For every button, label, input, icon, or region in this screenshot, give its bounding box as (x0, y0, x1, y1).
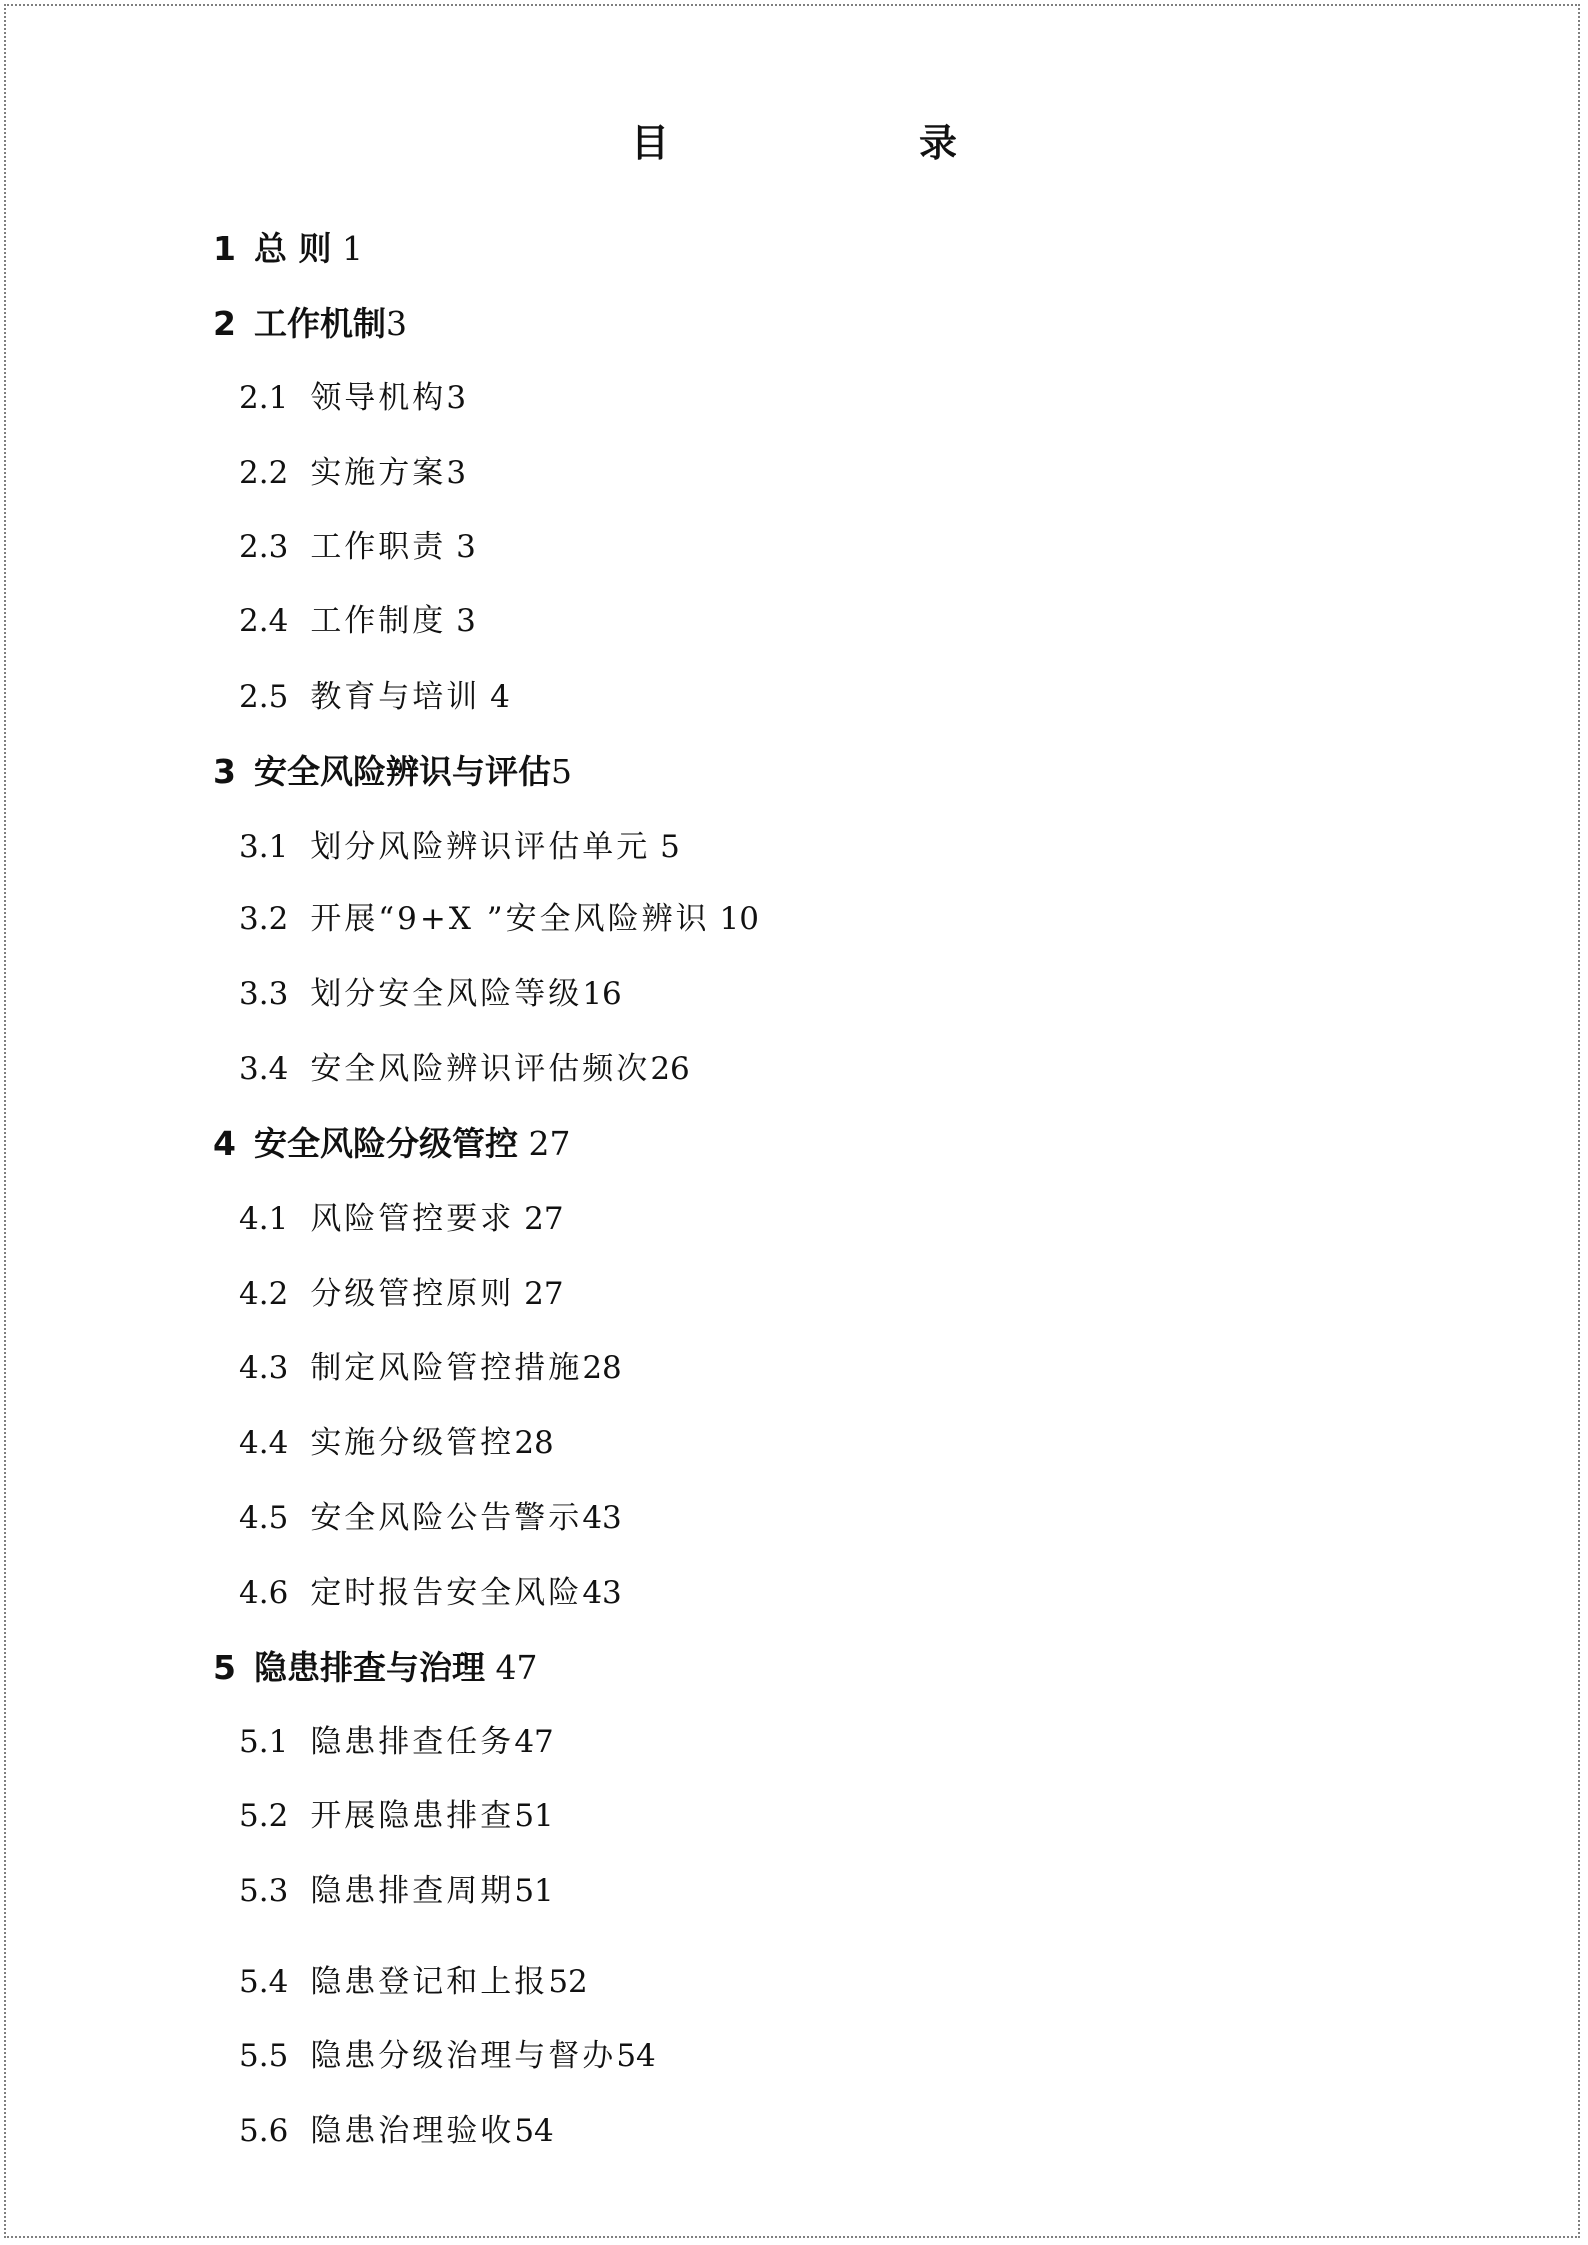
toc-entry-label: 隐患治理验收 (310, 2113, 515, 2149)
toc-entry-page: 54 (616, 2038, 656, 2074)
toc-entry-label: 安全风险辨识与评估 (253, 752, 551, 791)
toc-entry-4-1[interactable] (239, 1201, 564, 1237)
toc-entry-page: 28 (582, 1350, 622, 1386)
toc-entry-label: 安全风险分级管控 (253, 1124, 518, 1163)
toc-entry-page: 16 (582, 976, 622, 1012)
toc-entry-number: 5.1 (239, 1724, 289, 1760)
toc-entry-number: 2.3 (239, 529, 289, 565)
toc-entry-3-2[interactable] (239, 901, 759, 937)
toc-entry-page: 51 (514, 1798, 554, 1834)
toc-entry-number: 4.1 (239, 1201, 289, 1237)
toc-entry-4[interactable] (213, 1124, 571, 1163)
toc-entry-page: 43 (582, 1575, 622, 1611)
toc-entry-number: 3 (213, 752, 236, 791)
toc-entry-4-4[interactable] (239, 1425, 554, 1461)
toc-entry-page: 3 (385, 304, 407, 343)
toc-entry-page: 10 (709, 901, 759, 937)
toc-entry-3-1[interactable] (239, 829, 680, 865)
toc-entry-5-6[interactable] (239, 2113, 554, 2149)
toc-entry-number: 5 (213, 1648, 236, 1687)
toc-entry-page: 27 (517, 1124, 571, 1163)
toc-entry-number: 4.6 (239, 1575, 289, 1611)
toc-entry-3[interactable] (213, 752, 572, 791)
toc-entry-page: 52 (548, 1964, 588, 2000)
toc-entry-2[interactable] (213, 304, 407, 343)
toc-entry-page: 28 (514, 1425, 554, 1461)
toc-entry-4-6[interactable] (239, 1575, 622, 1611)
toc-entry-label: 实施方案 (310, 455, 447, 491)
toc-entry-page: 47 (484, 1648, 538, 1687)
toc-entry-label: 制定风险管控措施 (310, 1350, 583, 1386)
toc-entry-4-2[interactable] (239, 1276, 564, 1312)
toc-entry-2-3[interactable] (239, 529, 476, 565)
toc-entry-page: 3 (446, 455, 467, 491)
toc-entry-number: 2.5 (239, 679, 289, 715)
toc-entry-5-1[interactable] (239, 1724, 554, 1760)
toc-entry-label: 隐患排查与治理 (253, 1648, 485, 1687)
toc-entry-page: 54 (514, 2113, 554, 2149)
toc-entry-number: 2.1 (239, 380, 289, 416)
toc-entry-label: 安全风险公告警示 (310, 1500, 583, 1536)
toc-entry-4-3[interactable] (239, 1350, 622, 1386)
toc-entry-page: 27 (514, 1276, 564, 1312)
toc-entry-label: 隐患排查周期 (310, 1873, 515, 1909)
toc-entry-number: 4.4 (239, 1425, 289, 1461)
toc-entry-5-2[interactable] (239, 1798, 554, 1834)
toc-entry-label: 工作职责 (310, 529, 447, 565)
toc-entry-page: 26 (650, 1051, 690, 1087)
toc-entry-number: 4.2 (239, 1276, 289, 1312)
toc-entry-label: 风险管控要求 (310, 1201, 515, 1237)
toc-entry-label: 隐患分级治理与督办 (310, 2038, 617, 2074)
toc-entry-label: 工作制度 (310, 603, 447, 639)
toc-entry-number: 3.3 (239, 976, 289, 1012)
toc-entry-number: 3.1 (239, 829, 289, 865)
toc-entry-2-5[interactable] (239, 679, 510, 715)
toc-entry-3-4[interactable] (239, 1051, 690, 1087)
toc-entry-label: 定时报告安全风险 (310, 1575, 583, 1611)
toc-entry-3-3[interactable] (239, 976, 622, 1012)
toc-entry-page: 43 (582, 1500, 622, 1536)
toc-entry-label: 分级管控原则 (310, 1276, 515, 1312)
toc-entry-number: 5.6 (239, 2113, 289, 2149)
toc-entry-number: 3.2 (239, 901, 289, 937)
toc-entry-page: 5 (650, 829, 680, 865)
toc-entry-5-5[interactable] (239, 2038, 656, 2074)
toc-entry-2-4[interactable] (239, 603, 476, 639)
toc-entry-5-4[interactable] (239, 1964, 588, 2000)
toc-entry-label: 划分风险辨识评估单元 (310, 829, 651, 865)
toc-entry-5-3[interactable] (239, 1873, 554, 1909)
toc-entry-page: 27 (514, 1201, 564, 1237)
toc-entry-label: 实施分级管控 (310, 1425, 515, 1461)
toc-entry-page: 51 (514, 1873, 554, 1909)
toc-entry-label: 开展“9+X ”安全风险辨识 (310, 901, 710, 937)
toc-entry-page: 3 (446, 380, 467, 416)
toc-entry-2-2[interactable] (239, 455, 467, 491)
toc-entry-5[interactable] (213, 1648, 538, 1687)
toc-entry-number: 2.4 (239, 603, 289, 639)
toc-entry-label: 安全风险辨识评估频次 (310, 1051, 651, 1087)
toc-entry-label: 工作机制 (253, 304, 386, 343)
toc-entry-label: 隐患登记和上报 (310, 1964, 549, 2000)
toc-entry-page: 47 (514, 1724, 554, 1760)
toc-entry-page: 3 (446, 603, 476, 639)
toc-entry-number: 5.5 (239, 2038, 289, 2074)
toc-entry-number: 4.3 (239, 1350, 289, 1386)
toc-entry-number: 5.4 (239, 1964, 289, 2000)
toc-entry-number: 3.4 (239, 1051, 289, 1087)
toc-entry-label: 总 则 (253, 229, 332, 268)
toc-entry-4-5[interactable] (239, 1500, 622, 1536)
toc-entry-number: 4.5 (239, 1500, 289, 1536)
toc-entry-page: 1 (341, 229, 363, 268)
toc-entry-page: 4 (480, 679, 510, 715)
toc-entry-number: 4 (213, 1124, 236, 1163)
toc-entry-label: 开展隐患排查 (310, 1798, 515, 1834)
toc-entry-label: 教育与培训 (310, 679, 481, 715)
toc-entry-label: 划分安全风险等级 (310, 976, 583, 1012)
toc-entry-2-1[interactable] (239, 380, 467, 416)
toc-entry-number: 2 (213, 304, 236, 343)
toc-entry-number: 2.2 (239, 455, 289, 491)
toc-entry-number: 5.2 (239, 1798, 289, 1834)
toc-entry-number: 1 (213, 229, 236, 268)
toc-entry-1[interactable] (213, 229, 363, 268)
toc-entry-page: 5 (550, 752, 572, 791)
toc-entry-label: 隐患排查任务 (310, 1724, 515, 1760)
toc-entry-label: 领导机构 (310, 380, 447, 416)
toc-title: 目 录 (630, 120, 1015, 165)
toc-entry-number: 5.3 (239, 1873, 289, 1909)
toc-entry-page: 3 (446, 529, 476, 565)
